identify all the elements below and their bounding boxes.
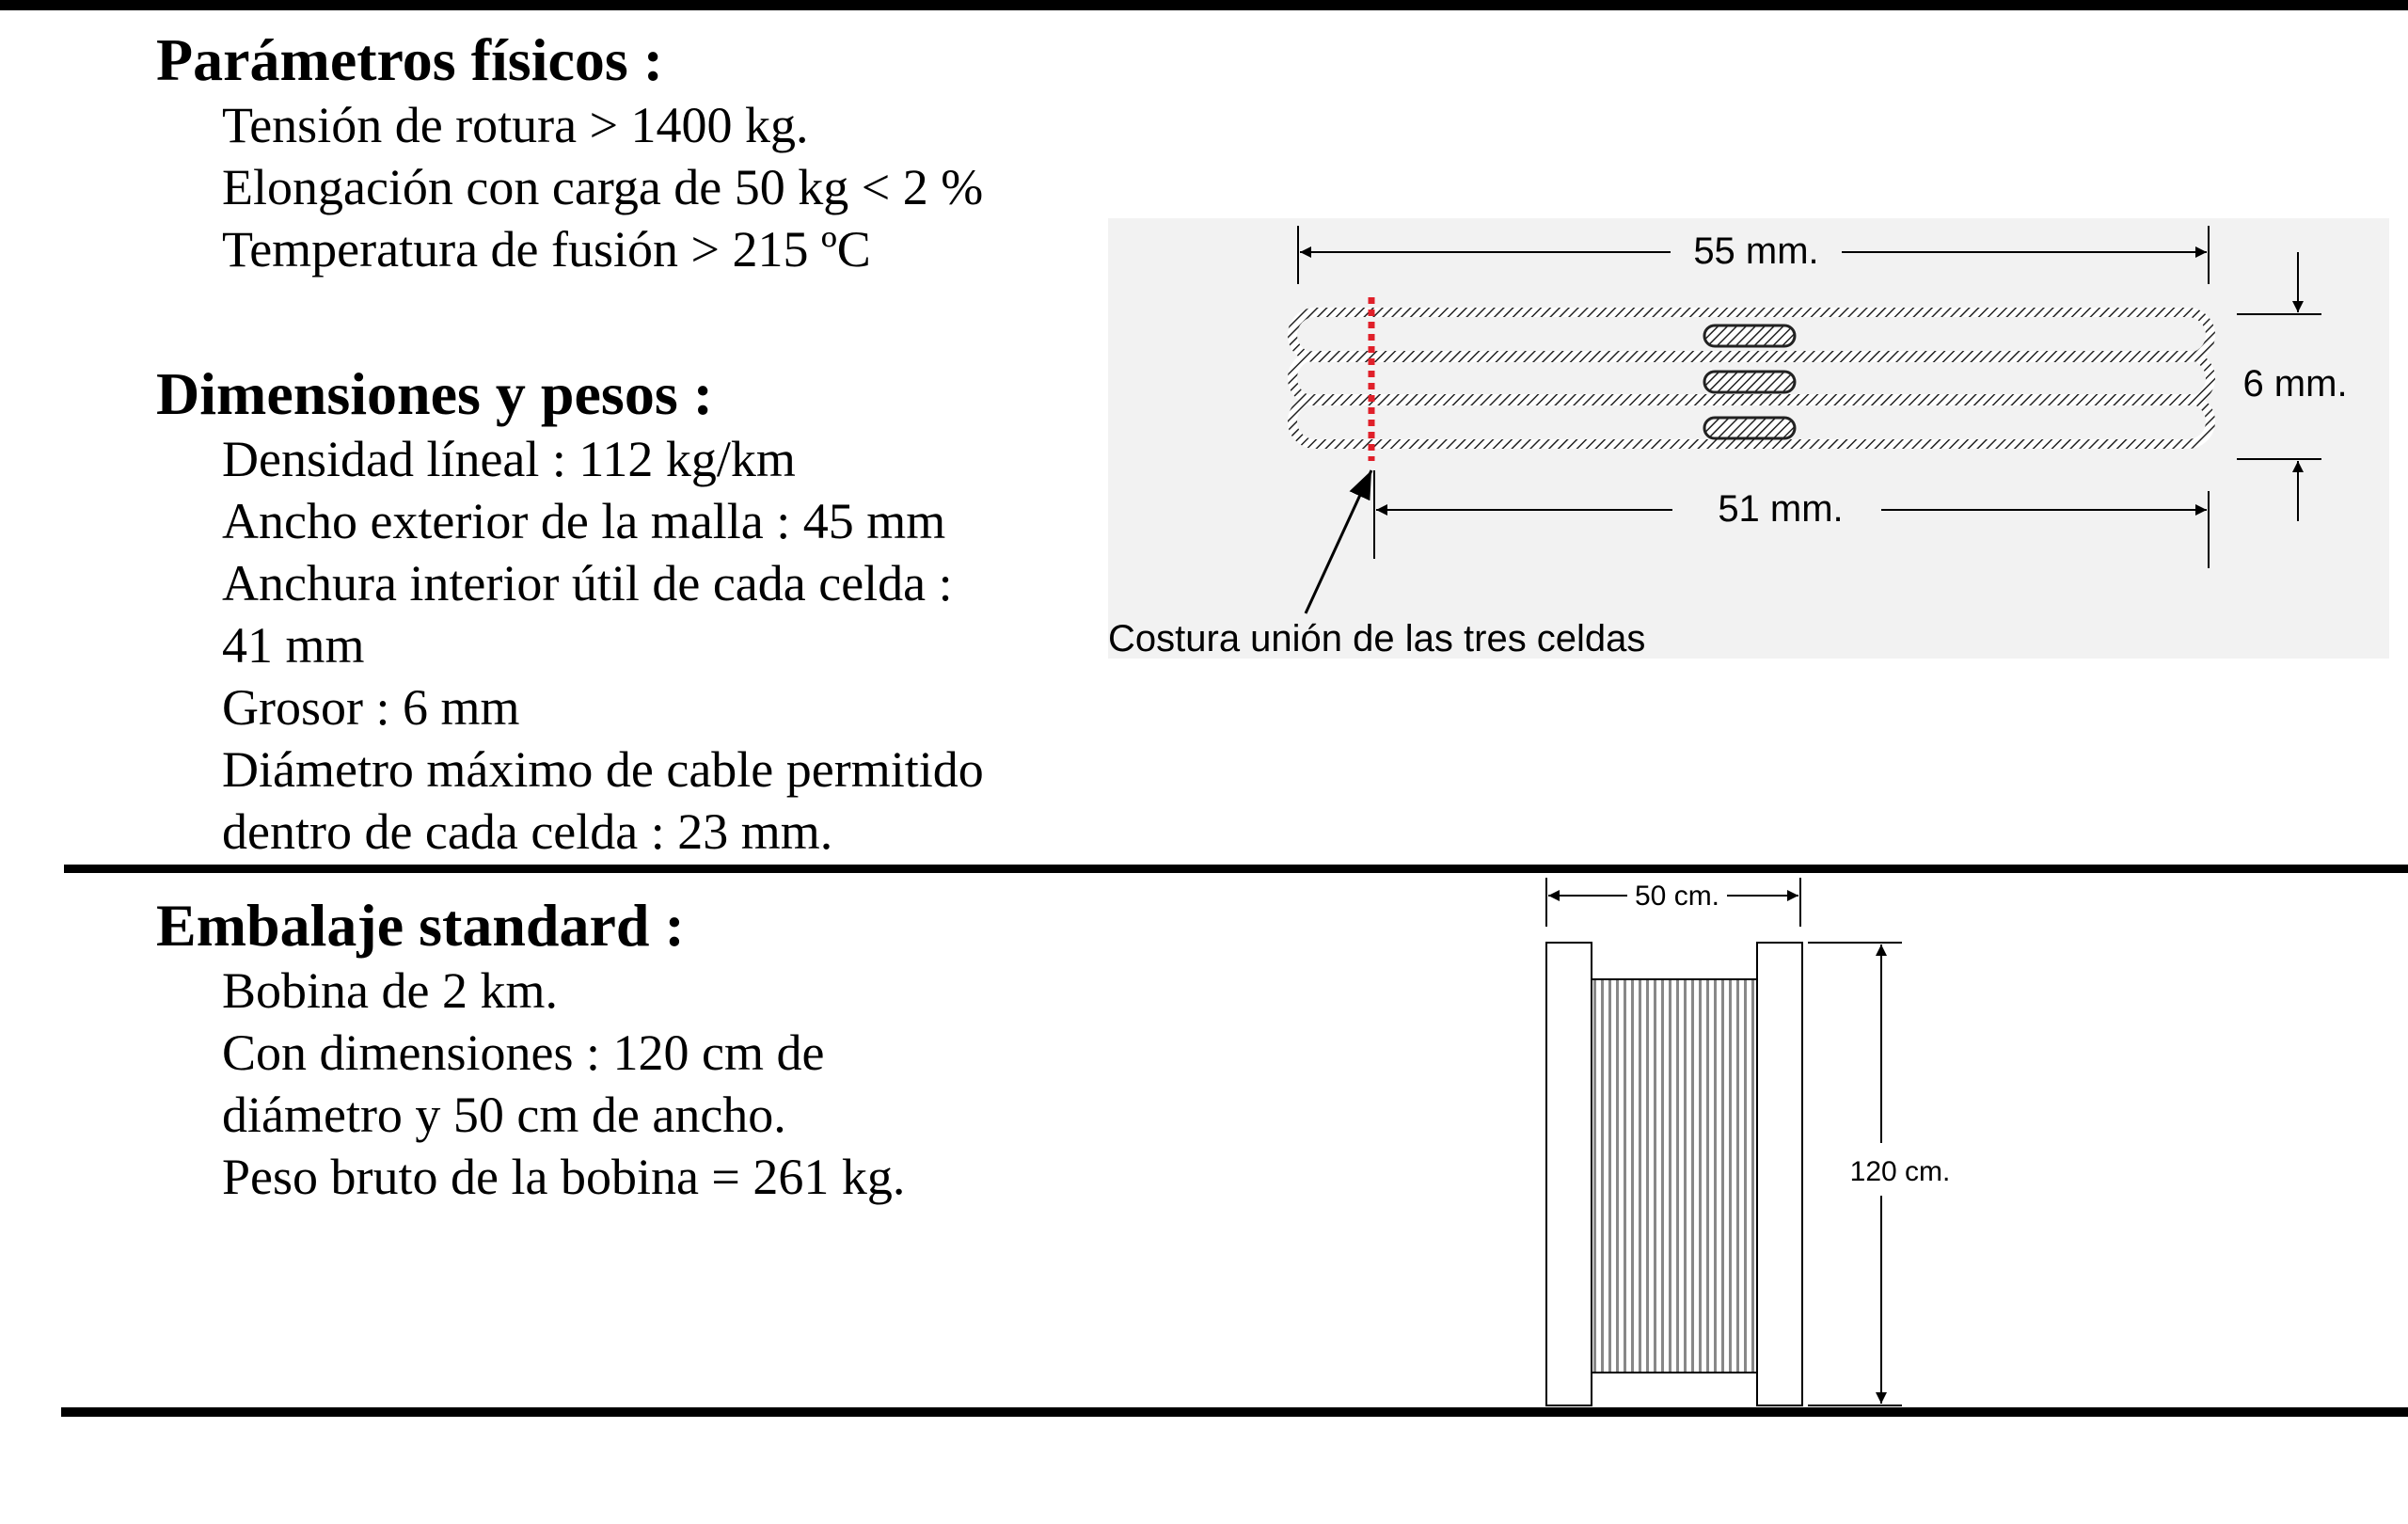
- top-rule: [0, 0, 2408, 10]
- inner-width-label: 51 mm.: [1718, 488, 1844, 530]
- packaging-list: [156, 960, 905, 1208]
- seam-label: Costura unión de las tres celdas: [1108, 618, 1646, 659]
- spool-drawing: [1546, 943, 1802, 1405]
- dimensions-item: Densidad líneal : 112 kg/km: [222, 431, 796, 487]
- packaging-item: diámetro y 50 cm de ancho.: [222, 1087, 786, 1143]
- middle-rule: [64, 865, 2408, 873]
- dimensions-item: Anchura interior útil de cada celda :: [222, 555, 953, 611]
- physical-item: Elongación con carga de 50 kg < 2 %: [222, 159, 984, 215]
- dimensions-section: [156, 360, 984, 863]
- packaging-item: Peso bruto de la bobina = 261 kg.: [222, 1149, 906, 1205]
- spool-diameter-label: 120 cm.: [1849, 1156, 1951, 1187]
- dimensions-item: Grosor : 6 mm: [222, 679, 520, 736]
- packaging-heading: Embalaje standard :: [156, 892, 685, 959]
- outer-width-label: 55 mm.: [1693, 230, 1819, 272]
- spool-figure: [1533, 870, 1966, 1416]
- physical-item: Tensión de rotura > 1400 kg.: [222, 97, 809, 153]
- dimensions-item: Ancho exterior de la malla : 45 mm: [222, 493, 946, 549]
- packaging-item: Bobina de 2 km.: [222, 962, 558, 1019]
- packaging-section: [156, 892, 905, 1208]
- physical-item: Temperatura de fusión > 215 ºC: [222, 221, 871, 278]
- dimensions-heading: Dimensiones y pesos :: [156, 360, 714, 427]
- dimensions-list: [156, 428, 984, 863]
- physical-parameters-list: [156, 94, 983, 280]
- bottom-rule: [61, 1407, 2408, 1417]
- dimensions-item: Diámetro máximo de cable permitido: [222, 741, 984, 798]
- physical-parameters-section: [156, 26, 983, 280]
- spool-width-label: 50 cm.: [1634, 881, 1720, 912]
- mesh-cross-section-figure: [1108, 218, 2389, 659]
- thickness-label: 6 mm.: [2242, 363, 2348, 405]
- physical-parameters-heading: Parámetros físicos :: [156, 26, 664, 93]
- packaging-item: Con dimensiones : 120 cm de: [222, 1024, 825, 1081]
- dimensions-item: dentro de cada celda : 23 mm.: [222, 803, 833, 860]
- dimensions-item: 41 mm: [222, 617, 365, 674]
